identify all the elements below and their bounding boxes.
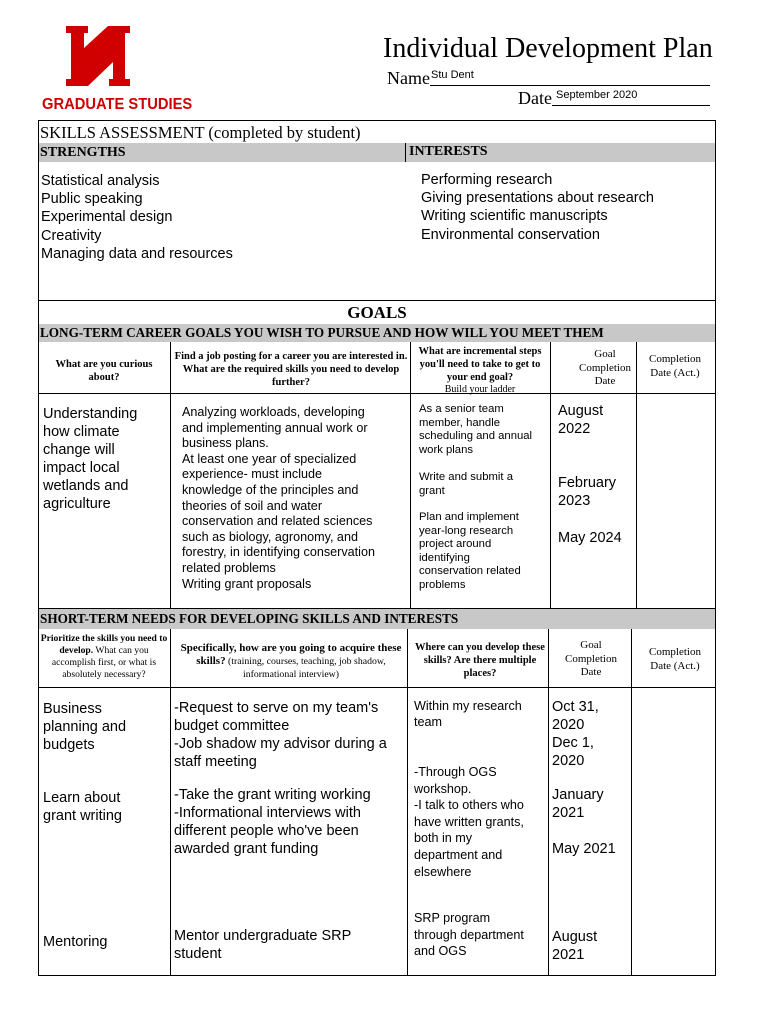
date-underline	[552, 105, 710, 106]
st-col-actual-date-header: Completion Date (Act.)	[649, 646, 701, 672]
st-col-divider	[407, 629, 408, 975]
st-how-line: -Job shadow my advisor during a	[174, 736, 387, 752]
lt-step-3	[419, 511, 521, 593]
lt-skills-line: related problems	[182, 560, 276, 575]
lt-skills-line: business plans.	[182, 436, 269, 451]
st-skill-line: Mentoring	[43, 934, 108, 950]
date-label: Date	[518, 88, 552, 108]
lt-date-line: May 2024	[558, 530, 622, 546]
st-date-line: Oct 31,	[552, 699, 599, 715]
st-where-line: Within my research	[414, 699, 522, 713]
skills-divider	[405, 143, 406, 162]
lt-step-line: identifying	[419, 551, 470, 564]
interests-heading: INTERESTS	[409, 144, 488, 159]
lt-step-line: problems	[419, 578, 466, 591]
st-col-how-header: Specifically, how are you going to acquire these skills? (training, courses, teaching, job shadow, informational interview)	[180, 642, 402, 680]
lt-step-line: grant	[419, 484, 445, 497]
graduate-studies-logo-text: GRADUATE STUDIES	[42, 96, 193, 113]
document-title: Individual Development Plan	[383, 33, 713, 64]
nebraska-n-logo	[64, 24, 132, 88]
st-col-goal-date-header: Goal Completion Date	[565, 639, 617, 678]
st-how-line: -Take the grant writing working	[174, 787, 371, 803]
lt-skills-line: Analyzing workloads, developing	[182, 405, 365, 419]
lt-step-line: As a senior team	[419, 403, 504, 415]
list-item: Experimental design	[41, 209, 173, 226]
st-where-line: both in my	[414, 831, 473, 846]
st-how-line: -Request to serve on my team's	[174, 700, 379, 716]
st-skill-line: Learn about	[43, 790, 121, 806]
lt-skills-line: forestry, in identifying conservation	[182, 545, 375, 560]
lt-step-line: member, handle	[419, 416, 501, 429]
lt-date-line: February	[558, 475, 617, 491]
lt-step-line: work plans	[419, 443, 473, 456]
st-col-divider	[170, 629, 171, 975]
lt-col-divider	[550, 342, 551, 608]
st-date-line: 2021	[552, 805, 585, 821]
list-item: Writing scientific manuscripts	[421, 208, 608, 225]
st-row1-how	[174, 699, 387, 771]
lt-date-line: 2022	[558, 421, 591, 437]
st-where-line: department and	[414, 847, 503, 862]
st-col-divider	[548, 629, 549, 975]
st-row2-where	[414, 764, 524, 880]
st-where-line: -I talk to others who	[414, 798, 524, 813]
lt-step-2	[419, 471, 513, 498]
name-field[interactable]: Stu Dent	[431, 69, 474, 81]
lt-date-line: 2023	[558, 493, 591, 509]
list-item: Managing data and resources	[41, 245, 233, 262]
lt-curious-line: impact local	[43, 460, 120, 476]
st-date-line: May 2021	[552, 841, 616, 857]
lt-curious-line: Understanding	[43, 406, 138, 422]
lt-header-rule	[39, 393, 715, 394]
interests-list	[421, 171, 654, 244]
list-item: Creativity	[41, 227, 102, 244]
st-where-line: and OGS	[414, 944, 467, 959]
lt-curious-cell	[43, 405, 137, 513]
st-how-line: student	[174, 946, 222, 962]
name-underline	[430, 85, 710, 86]
st-row2-how	[174, 786, 371, 858]
lt-date-3	[558, 529, 622, 547]
st-where-line: SRP program	[414, 911, 491, 925]
lt-skills-line: and implementing annual work or	[182, 420, 368, 435]
lt-col-divider	[636, 342, 637, 608]
lt-step-line: conservation related	[419, 565, 521, 578]
lt-date-line: August	[558, 403, 604, 419]
lt-col-curious-header: What are you curious about?	[55, 359, 153, 383]
lt-skills-line: such as biology, agronomy, and	[182, 529, 358, 544]
st-row1-date	[552, 698, 599, 770]
lt-col-divider	[170, 342, 171, 608]
st-header-rule	[39, 687, 715, 688]
longterm-heading: LONG-TERM CAREER GOALS YOU WISH TO PURSUE AND HOW WILL YOU MEET THEM	[40, 325, 604, 340]
lt-col-steps-header: What are incremental steps you'll need to take to get to your end goal? Build your ladder	[418, 346, 542, 395]
st-date-line: Dec 1,	[552, 735, 594, 751]
st-date-line: 2020	[552, 753, 585, 769]
lt-skills-line: Writing grant proposals	[182, 576, 312, 591]
name-label: Name	[387, 68, 430, 88]
st-skill-line: Business	[43, 701, 102, 717]
skills-assessment-heading: SKILLS ASSESSMENT (completed by student)	[40, 123, 361, 142]
st-where-line: through department	[414, 927, 524, 942]
shortterm-heading: SHORT-TERM NEEDS FOR DEVELOPING SKILLS AND INTERESTS	[40, 611, 459, 626]
st-skill-line: grant writing	[43, 808, 122, 824]
lt-col-actual-date-header: Completion Date (Act.)	[649, 353, 701, 379]
st-row1-where	[414, 699, 522, 730]
lt-skills-line: experience- must include	[182, 467, 323, 482]
st-where-line: have written grants,	[414, 814, 524, 829]
lt-curious-line: wetlands and	[43, 478, 129, 494]
st-skill-line: planning and	[43, 719, 127, 735]
lt-step-1	[419, 403, 532, 457]
lt-curious-line: agriculture	[43, 496, 111, 512]
lt-date-2	[558, 474, 616, 510]
lt-skills-line: conservation and related sciences	[182, 514, 373, 529]
st-how-line: -Informational interviews with	[174, 805, 361, 821]
st-date-line: August	[552, 929, 598, 945]
st-row3-where	[414, 910, 524, 960]
lt-skills-line: At least one year of specialized	[182, 451, 357, 466]
lt-step-line: year-long research	[419, 524, 514, 537]
st-how-line: different people who've been	[174, 823, 359, 839]
lt-curious-line: how climate	[43, 424, 120, 440]
lt-col-divider	[410, 342, 411, 608]
st-row3-date	[552, 928, 597, 964]
lt-col-goal-date-header: Goal Completion Date	[579, 348, 631, 387]
date-field[interactable]: September 2020	[556, 89, 638, 101]
st-col-skill-header: Prioritize the skills you need to develop. What can you accomplish first, or what is absolutely necessary?	[40, 633, 168, 680]
st-row1-skill	[43, 700, 126, 754]
st-how-line: awarded grant funding	[174, 841, 319, 857]
st-skill-line: budgets	[43, 737, 95, 753]
lt-skills-line: knowledge of the principles and	[182, 482, 359, 497]
st-row2-date	[552, 786, 616, 858]
st-row3-skill	[43, 933, 107, 951]
lt-date-1	[558, 402, 603, 438]
st-how-line: staff meeting	[174, 754, 257, 770]
lt-step-line: Write and submit a	[419, 471, 513, 483]
list-item: Statistical analysis	[41, 173, 160, 189]
st-row3-how	[174, 927, 351, 963]
shortterm-top-rule	[39, 608, 715, 609]
list-item: Giving presentations about research	[421, 190, 654, 207]
st-col-where-header: Where can you develop these skills? Are there multiple places?	[415, 642, 545, 679]
list-item: Environmental conservation	[421, 226, 600, 243]
st-where-line: workshop.	[414, 781, 472, 796]
st-where-line: -Through OGS	[414, 765, 497, 779]
lt-step-line: scheduling and annual	[419, 430, 533, 443]
lt-curious-line: change will	[43, 442, 115, 458]
st-how-line: Mentor undergraduate SRP	[174, 928, 352, 944]
lt-step-line: Plan and implement	[419, 511, 519, 523]
st-date-line: 2021	[552, 947, 585, 963]
st-date-line: 2020	[552, 717, 585, 733]
strengths-list	[41, 172, 233, 263]
lt-skills-line: theories of soil and water	[182, 498, 323, 513]
st-where-line: team	[414, 714, 442, 729]
strengths-heading: STRENGTHS	[40, 145, 126, 160]
lt-step-line: project around	[419, 538, 492, 551]
st-date-line: January	[552, 787, 604, 803]
list-item: Public speaking	[41, 191, 143, 208]
st-where-line: elsewhere	[414, 864, 472, 879]
st-row2-skill	[43, 789, 122, 825]
goals-heading: GOALS	[347, 303, 407, 322]
lt-skills-cell	[182, 405, 375, 592]
st-date-line	[552, 822, 616, 840]
st-how-line: budget committee	[174, 718, 290, 734]
st-col-divider	[631, 629, 632, 975]
list-item: Performing research	[421, 172, 553, 188]
strengths-interests-band	[39, 143, 715, 162]
lt-col-skills-header: Find a job posting for a career you are interested in. What are the required skills you need to develop further?	[174, 351, 408, 388]
